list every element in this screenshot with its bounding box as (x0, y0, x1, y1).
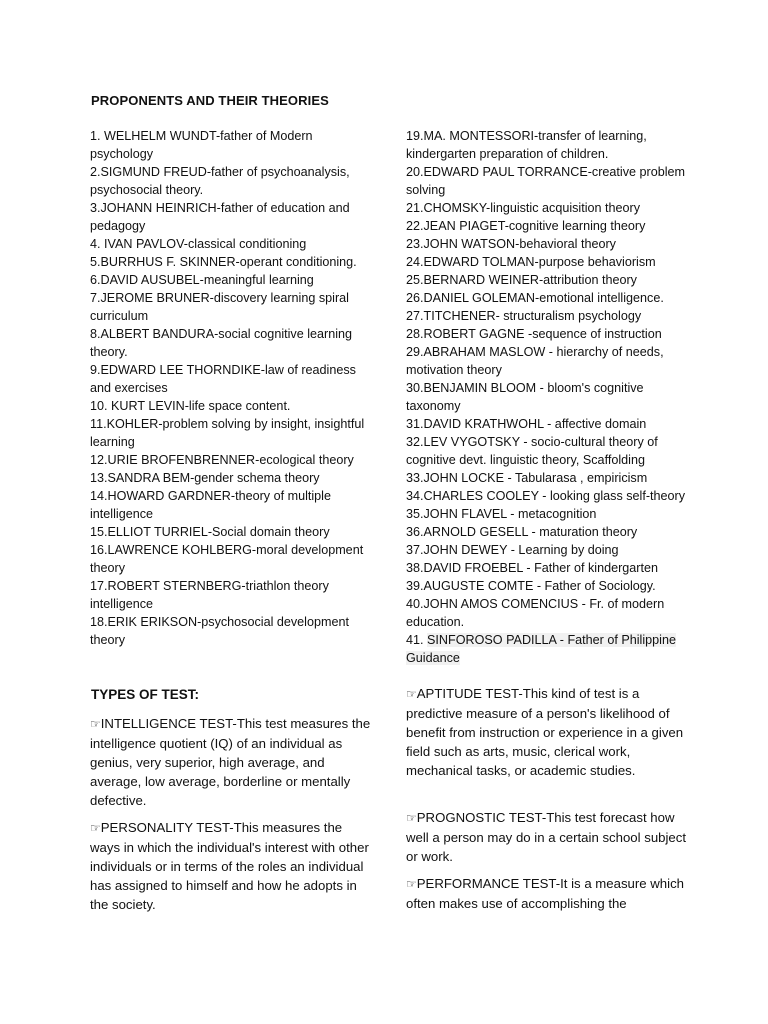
pointing-hand-icon: ☞ (406, 877, 417, 891)
prognostic-test-text: PROGNOSTIC TEST-This test forecast how well a person may do in a certain school subject or work. (406, 810, 687, 864)
list-item: 31.DAVID KRATHWOHL - affective domain (406, 417, 647, 431)
list-item: 29.ABRAHAM MASLOW - hierarchy of needs, motivation theory (406, 345, 664, 377)
list-item: 19.MA. MONTESSORI-transfer of learning, kindergarten preparation of children. (406, 129, 647, 161)
list-item: 14.HOWARD GARDNER-theory of multiple intelligence (90, 489, 331, 521)
proponents-list-right (406, 127, 696, 667)
list-item: 18.ERIK ERIKSON-psychosocial development theory (90, 615, 349, 647)
list-item: 40.JOHN AMOS COMENCIUS - Fr. of modern education. (406, 597, 665, 629)
list-item: 37.JOHN DEWEY - Learning by doing (406, 543, 619, 557)
list-item: 2.SIGMUND FREUD-father of psychoanalysis, psychosocial theory. (90, 165, 350, 197)
aptitude-test-paragraph (406, 684, 691, 780)
list-item: 22.JEAN PIAGET-cognitive learning theory (406, 219, 646, 233)
pointing-hand-icon: ☞ (90, 821, 101, 835)
personality-test-paragraph (90, 818, 375, 914)
list-item: 39.AUGUSTE COMTE - Father of Sociology. (406, 579, 656, 593)
personality-test-text: PERSONALITY TEST-This measures the ways in which the individual's interest with other individuals or in terms of the roles an individual has assigned to himself and how he adopts in the society. (90, 820, 369, 912)
list-item: 16.LAWRENCE KOHLBERG-moral development theory (90, 543, 364, 575)
prognostic-test-paragraph (406, 808, 691, 866)
list-item: 15.ELLIOT TURRIEL-Social domain theory (90, 525, 330, 539)
list-item: 25.BERNARD WEINER-attribution theory (406, 273, 637, 287)
list-item: 7.JEROME BRUNER-discovery learning spiral curriculum (90, 291, 349, 323)
performance-test-paragraph (406, 874, 691, 913)
list-item: 12.URIE BROFENBRENNER-ecological theory (90, 453, 354, 467)
pointing-hand-icon: ☞ (406, 687, 417, 701)
list-item: 17.ROBERT STERNBERG-triathlon theory intelligence (90, 579, 329, 611)
performance-test-text: PERFORMANCE TEST-It is a measure which often makes use of accomplishing the (406, 876, 684, 911)
highlighted-text: SINFOROSO PADILLA - Father of Philippine Guidance (406, 633, 676, 665)
types-of-test-heading: TYPES OF TEST: (91, 687, 200, 702)
pointing-hand-icon: ☞ (90, 717, 101, 731)
list-item: 24.EDWARD TOLMAN-purpose behaviorism (406, 255, 656, 269)
list-item: 34.CHARLES COOLEY - looking glass self-theory (406, 489, 686, 503)
intelligence-test-text: INTELLIGENCE TEST-This test measures the intelligence quotient (IQ) of an individual as genius, very superior, high average, and average, low average, borderline or mentally defective. (90, 716, 371, 808)
proponents-list-left (90, 127, 370, 649)
list-item-41 (406, 631, 696, 667)
list-item: 8.ALBERT BANDURA-social cognitive learning theory. (90, 327, 353, 359)
pointing-hand-icon: ☞ (406, 811, 417, 825)
list-item: 4. IVAN PAVLOV-classical conditioning (90, 237, 307, 251)
list-item: 13.SANDRA BEM-gender schema theory (90, 471, 320, 485)
list-item: 20.EDWARD PAUL TORRANCE-creative problem solving (406, 165, 686, 197)
list-item: 33.JOHN LOCKE - Tabularasa , empiricism (406, 471, 648, 485)
list-item: 36.ARNOLD GESELL - maturation theory (406, 525, 638, 539)
list-item: 30.BENJAMIN BLOOM - bloom's cognitive taxonomy (406, 381, 644, 413)
aptitude-test-text: APTITUDE TEST-This kind of test is a predictive measure of a person's likelihood of benefit from instruction or experience in a given field such as arts, music, clerical work, mechanical tasks, or academic studies. (406, 686, 684, 778)
list-item: 3.JOHANN HEINRICH-father of education and pedagogy (90, 201, 350, 233)
list-item: 21.CHOMSKY-linguistic acquisition theory (406, 201, 641, 215)
list-item: 32.LEV VYGOTSKY - socio-cultural theory of cognitive devt. linguistic theory, Scaffolding (406, 435, 658, 467)
intelligence-test-paragraph (90, 714, 375, 810)
list-item: 9.EDWARD LEE THORNDIKE-law of readiness and exercises (90, 363, 356, 395)
page-title: PROPONENTS AND THEIR THEORIES (91, 93, 329, 108)
list-item: 38.DAVID FROEBEL - Father of kindergarten (406, 561, 658, 575)
list-item: 1. WELHELM WUNDT-father of Modern psychology (90, 129, 313, 161)
list-item: 23.JOHN WATSON-behavioral theory (406, 237, 616, 251)
list-item-41-number: 41. (406, 633, 428, 647)
list-item: 6.DAVID AUSUBEL-meaningful learning (90, 273, 314, 287)
list-item: 5.BURRHUS F. SKINNER-operant conditioning. (90, 255, 357, 269)
list-item: 28.ROBERT GAGNE -sequence of instruction (406, 327, 662, 341)
list-item: 35.JOHN FLAVEL - metacognition (406, 507, 597, 521)
list-item: 26.DANIEL GOLEMAN-emotional intelligence. (406, 291, 664, 305)
list-item: 10. KURT LEVIN-life space content. (90, 399, 291, 413)
list-item: 27.TITCHENER- structuralism psychology (406, 309, 642, 323)
list-item: 11.KOHLER-problem solving by insight, insightful learning (90, 417, 365, 449)
